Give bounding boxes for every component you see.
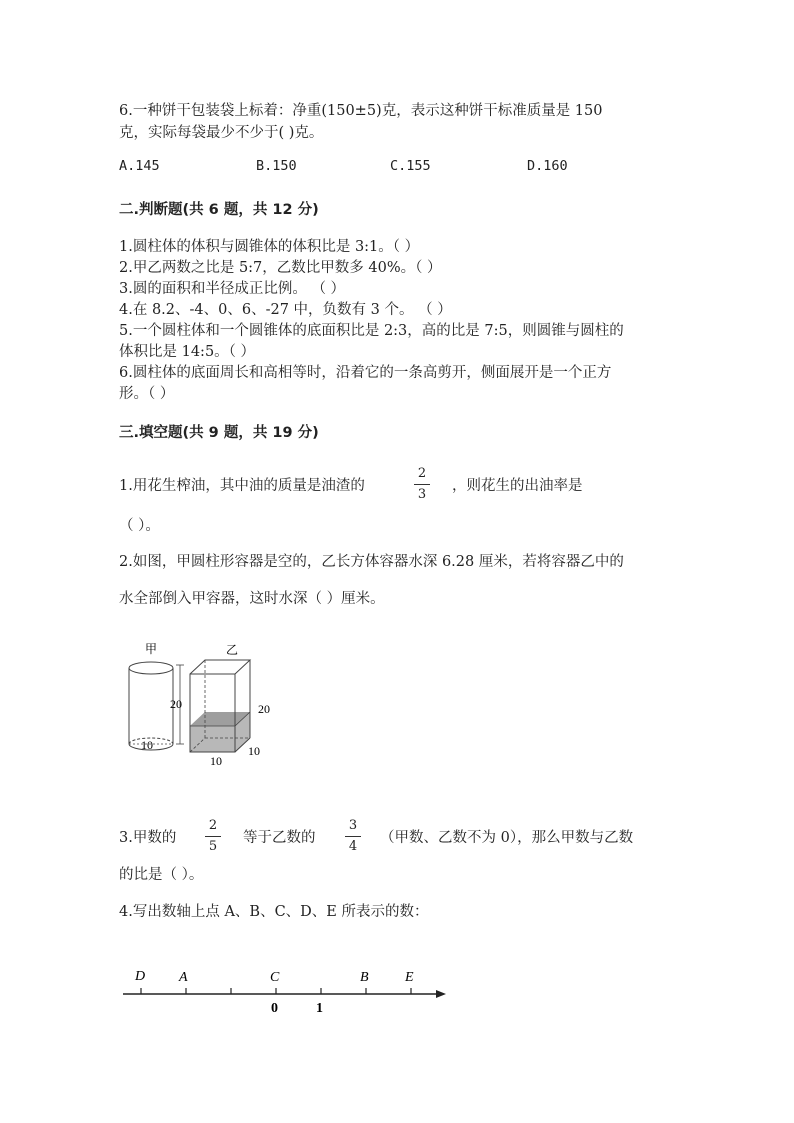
box-height-label: 20 [258, 702, 270, 716]
fill3-fraction-1 [202, 819, 224, 854]
containers-figure [118, 640, 288, 770]
q6-option-c: C.155 [390, 158, 431, 174]
fraction-denominator: 4 [348, 839, 358, 854]
label-jia: 甲 [145, 642, 158, 656]
judge-item-6: 6.圆柱体的底面周长和高相等时，沿着它的一条高剪开，侧面展开是一个正方 [119, 365, 612, 381]
fill1-fraction [411, 467, 433, 502]
fill1-text-after: ，则花生的出油率是 [452, 478, 583, 494]
fill2-line1: 2.如图，甲圆柱形容器是空的，乙长方体容器水深 6.28 厘米，若将容器乙中的 [119, 554, 624, 570]
tick-label-1: 1 [316, 1001, 323, 1016]
point-label-e: E [405, 970, 414, 985]
fraction-denominator: 5 [208, 839, 218, 854]
section2-heading: 二.判断题(共 6 题，共 12 分) [119, 202, 319, 218]
q6-option-d: D.160 [527, 158, 568, 174]
box-depth-label: 10 [248, 744, 260, 758]
q6-line2: 克，实际每袋最少不少于( )克。 [119, 125, 324, 141]
judge-item-5-cont: 体积比是 14:5。（ ） [119, 344, 256, 360]
q6-option-b: B.150 [256, 158, 297, 174]
cyl-diameter-label: 10 [141, 738, 153, 752]
fill3-text-1: 3.甲数的 [119, 830, 177, 846]
fill3-line2: 的比是（ ）。 [119, 867, 204, 883]
judge-item-6-cont: 形。（ ） [119, 386, 175, 402]
fraction-numerator: 2 [208, 818, 218, 833]
fraction-denominator: 3 [417, 487, 427, 502]
point-label-a: A [179, 970, 188, 985]
section3-heading: 三.填空题(共 9 题，共 19 分) [119, 425, 319, 441]
fill4-text: 4.写出数轴上点 A、B、C、D、E 所表示的数： [119, 904, 429, 920]
point-label-d: D [135, 969, 146, 984]
fraction-numerator: 3 [348, 818, 358, 833]
label-yi: 乙 [226, 643, 239, 657]
fraction-numerator: 2 [417, 466, 427, 481]
judge-item-3: 3.圆的面积和半径成正比例。 （ ） [119, 281, 346, 297]
fill3-text-2: 等于乙数的 [243, 830, 316, 846]
judge-item-5: 5.一个圆柱体和一个圆锥体的底面积比是 2:3，高的比是 7:5，则圆锥与圆柱的 [119, 323, 624, 339]
cyl-height-label: 20 [170, 697, 182, 711]
box-width-label: 10 [210, 754, 222, 768]
tick-label-0: 0 [271, 1001, 278, 1016]
q6-option-a: A.145 [119, 158, 160, 174]
fill1-text-before: 1.用花生榨油，其中油的质量是油渣的 [119, 478, 365, 494]
point-label-b: B [360, 970, 369, 985]
fill1-blank: （ ）。 [119, 518, 160, 534]
fill3-text-3: （甲数、乙数不为 0），那么甲数与乙数 [380, 830, 634, 846]
judge-item-4: 4.在 8.2、-4、0、6、-27 中，负数有 3 个。 （ ） [119, 302, 452, 318]
number-line [118, 960, 458, 1020]
judge-item-1: 1.圆柱体的体积与圆锥体的体积比是 3:1。（ ） [119, 239, 420, 255]
q6-line1: 6.一种饼干包装袋上标着：净重(150±5)克，表示这种饼干标准质量是 150 [119, 103, 603, 119]
fill2-line2: 水全部倒入甲容器，这时水深（ ）厘米。 [119, 591, 385, 607]
fill3-fraction-2 [342, 819, 364, 854]
judge-item-2: 2.甲乙两数之比是 5:7，乙数比甲数多 40%。（ ） [119, 260, 442, 276]
point-label-c: C [270, 970, 280, 985]
